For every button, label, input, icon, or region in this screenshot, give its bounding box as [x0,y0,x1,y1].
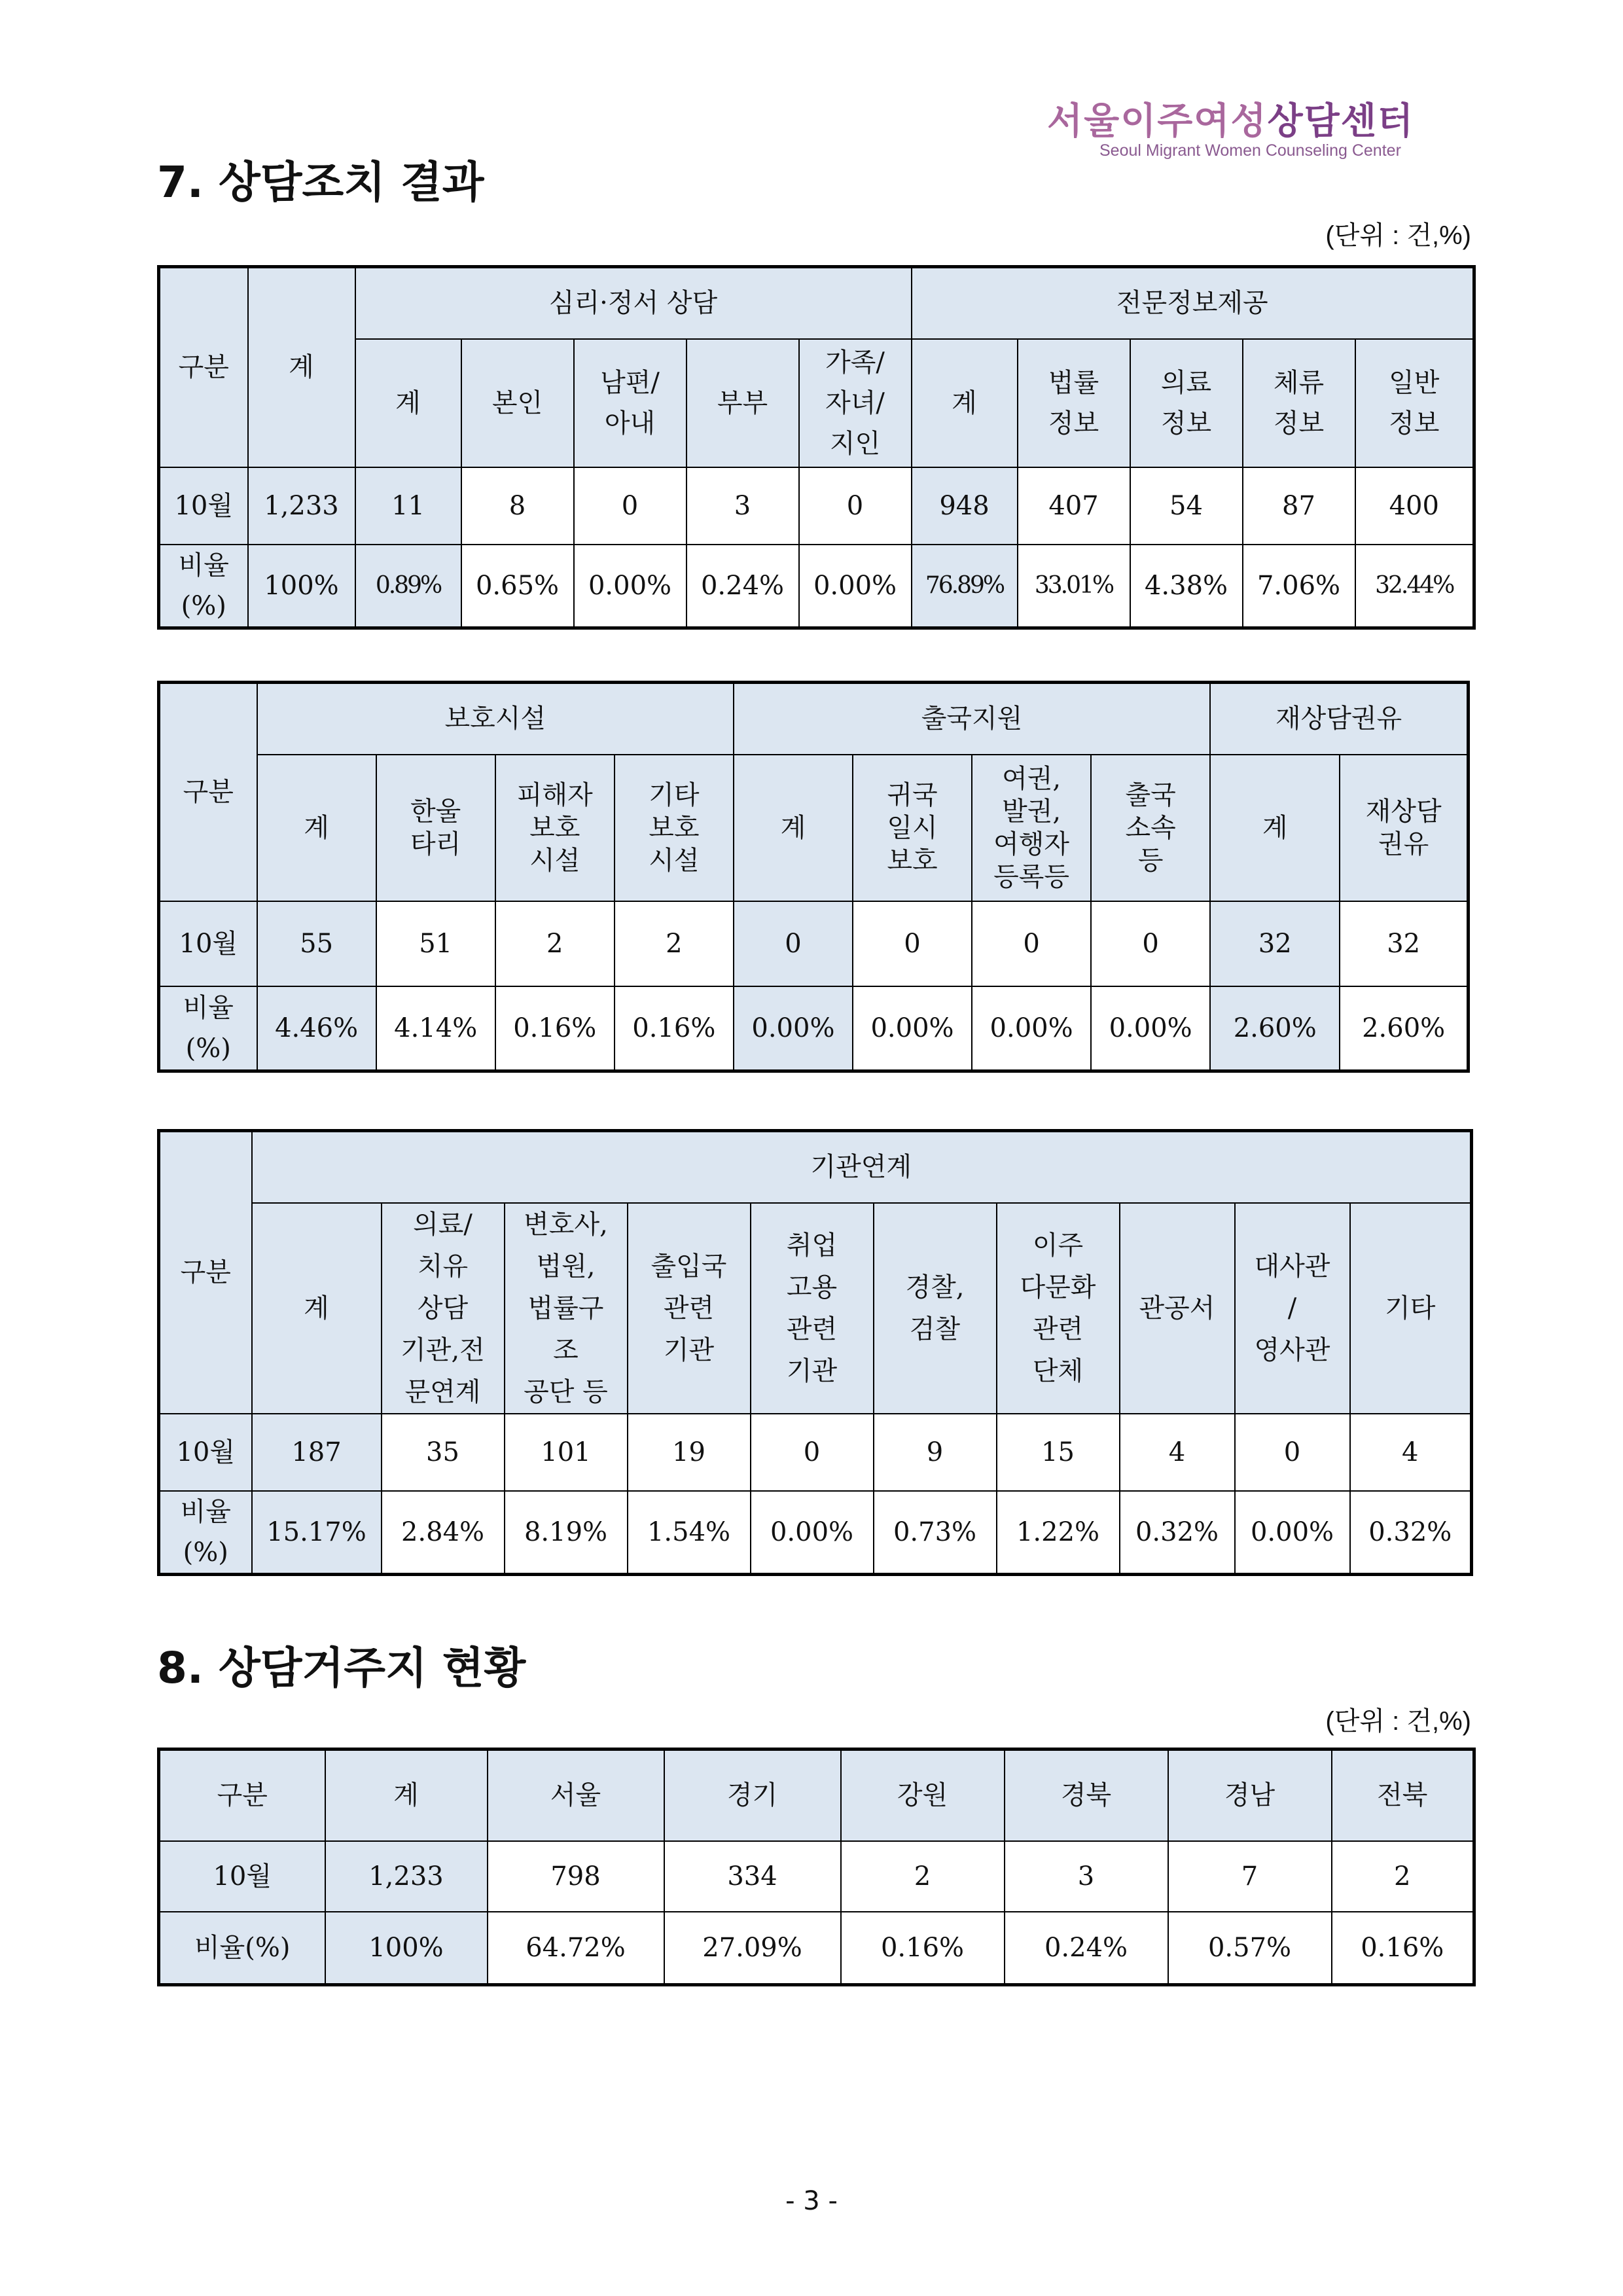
row-label: 비율 (%) [159,545,248,628]
table-cell: 0.89% [355,545,461,628]
table-cell: 0 [751,1414,874,1491]
section-8-title: 8. 상담거주지 현황 [157,1643,526,1693]
table-cell: 7.06% [1243,545,1355,628]
table-cell: 100% [248,545,355,628]
table-cell: 2 [615,901,734,986]
table-cell: 4.14% [376,986,495,1071]
row-label: 10월 [159,1841,325,1912]
table-cell: 948 [912,467,1018,545]
col-header: 출입국 관련 기관 [628,1203,751,1414]
table-cell: 2 [495,901,615,986]
table-row [159,1841,1474,1912]
table-cell: 0.00% [853,986,972,1071]
group-expert-info: 전문정보제공 [912,267,1474,339]
col-header: 경북 [1005,1749,1168,1841]
col-header: 부부 [687,339,799,467]
table-cell: 1,233 [325,1841,488,1912]
table-cell: 0.00% [574,545,687,628]
table-cell: 3 [687,467,799,545]
row-label: 비율(%) [159,1912,325,1985]
col-header: 한울 타리 [376,755,495,901]
table-cell: 0 [853,901,972,986]
table-cell: 55 [257,901,376,986]
row-label: 10월 [159,1414,252,1491]
header-row [159,1749,1474,1841]
col-header: 계 [355,339,461,467]
table-cell: 407 [1018,467,1130,545]
table-cell: 54 [1130,467,1243,545]
table-cell: 15.17% [252,1491,382,1575]
col-header: 대사관 / 영사관 [1235,1203,1350,1414]
table-cell: 0.00% [1091,986,1210,1071]
table-cell: 0.00% [734,986,853,1071]
table-cell: 0.57% [1168,1912,1332,1985]
row-label: 10월 [159,901,257,986]
table-cell: 87 [1243,467,1355,545]
col-header: 서울 [488,1749,664,1841]
col-header: 관공서 [1120,1203,1235,1414]
table-cell: 32.44% [1355,545,1474,628]
group-psych-counseling: 심리·정서 상담 [355,267,912,339]
row-label: 비율 (%) [159,986,257,1071]
col-header: 경찰, 검찰 [874,1203,997,1414]
center-logo [1047,100,1440,160]
col-header: 일반 정보 [1355,339,1474,467]
group-departure-support: 출국지원 [734,683,1210,755]
table-cell: 32 [1340,901,1468,986]
table-cell: 27.09% [664,1912,841,1985]
col-header: 강원 [841,1749,1005,1841]
table-cell: 0.00% [751,1491,874,1575]
col-header: 계 [1210,755,1340,901]
table-cell: 0.73% [874,1491,997,1575]
table-cell: 4 [1350,1414,1472,1491]
col-header: 가족/ 자녀/ 지인 [799,339,912,467]
col-header: 여권, 발권, 여행자 등록등 [972,755,1091,901]
table-cell: 2.60% [1210,986,1340,1071]
col-header: 의료 정보 [1130,339,1243,467]
col-header: 취업 고용 관련 기관 [751,1203,874,1414]
col-header: 계 [912,339,1018,467]
col-header: 구분 [159,1749,325,1841]
table-row [159,1912,1474,1985]
table-cell: 0.00% [799,545,912,628]
table-cell: 0 [1091,901,1210,986]
table-cell: 0.32% [1350,1491,1472,1575]
col-header: 경남 [1168,1749,1332,1841]
rowhead-gubun: 구분 [159,683,257,901]
table-row [159,467,1474,545]
logo-subtitle: Seoul Migrant Women Counseling Center [1099,141,1401,160]
table-row [159,901,1469,986]
group-institution-linkage: 기관연계 [252,1131,1472,1203]
table-cell: 334 [664,1841,841,1912]
table-cell: 2 [841,1841,1005,1912]
table-cell: 35 [382,1414,505,1491]
table-row [159,1491,1472,1575]
table-cell: 0.24% [687,545,799,628]
table-cell: 0.16% [841,1912,1005,1985]
col-header: 남편/ 아내 [574,339,687,467]
row-label: 비율 (%) [159,1491,252,1575]
table-cell: 0.00% [972,986,1091,1071]
section-7-unit: (단위 : 건,%) [1325,221,1471,250]
rowhead-gubun: 구분 [159,267,248,467]
table-cell: 0 [972,901,1091,986]
col-total: 계 [248,267,355,467]
table-cell: 4 [1120,1414,1235,1491]
col-header: 의료/ 치유 상담 기관,전 문연계 [382,1203,505,1414]
table-cell: 33.01% [1018,545,1130,628]
institution-linkage-table [157,1129,1473,1576]
col-header: 피해자 보호 시설 [495,755,615,901]
table-cell: 76.89% [912,545,1018,628]
residence-table [157,1748,1476,1986]
table-cell: 2.60% [1340,986,1468,1071]
col-header: 기타 [1350,1203,1472,1414]
table-cell: 187 [252,1414,382,1491]
table-row [159,1414,1472,1491]
table-cell: 1.22% [997,1491,1120,1575]
col-header: 재상담 권유 [1340,755,1468,901]
table-cell: 11 [355,467,461,545]
table-cell: 0 [574,467,687,545]
table-cell: 0.65% [461,545,574,628]
table-cell: 1.54% [628,1491,751,1575]
table-cell: 8.19% [505,1491,628,1575]
col-header: 변호사, 법원, 법률구 조 공단 등 [505,1203,628,1414]
table-cell: 1,233 [248,467,355,545]
table-cell: 64.72% [488,1912,664,1985]
table-cell: 100% [325,1912,488,1985]
table-cell: 9 [874,1414,997,1491]
table-cell: 0.00% [1235,1491,1350,1575]
table-cell: 4.46% [257,986,376,1071]
rowhead-gubun: 구분 [159,1131,252,1414]
col-header: 기타 보호 시설 [615,755,734,901]
row-label: 10월 [159,467,248,545]
table-cell: 8 [461,467,574,545]
counseling-action-table-2 [157,681,1470,1073]
page-number: - 3 - [785,2186,838,2216]
col-header: 출국 소속 등 [1091,755,1210,901]
table-cell: 19 [628,1414,751,1491]
table-cell: 2 [1332,1841,1474,1912]
table-cell: 0.16% [495,986,615,1071]
col-header: 이주 다문화 관련 단체 [997,1203,1120,1414]
col-header: 전북 [1332,1749,1474,1841]
col-header: 본인 [461,339,574,467]
group-recounseling: 재상담권유 [1210,683,1468,755]
col-header: 귀국 일시 보호 [853,755,972,901]
table-cell: 0.32% [1120,1491,1235,1575]
table-row [159,545,1474,628]
col-header: 경기 [664,1749,841,1841]
col-header: 계 [252,1203,382,1414]
section-8-unit: (단위 : 건,%) [1325,1707,1471,1736]
col-header: 계 [734,755,853,901]
table-cell: 15 [997,1414,1120,1491]
table-cell: 798 [488,1841,664,1912]
table-row [159,986,1469,1071]
table-cell: 7 [1168,1841,1332,1912]
counseling-action-table-1 [157,265,1476,630]
table-cell: 51 [376,901,495,986]
table-cell: 4.38% [1130,545,1243,628]
col-header: 계 [325,1749,488,1841]
col-header: 법률 정보 [1018,339,1130,467]
table-cell: 0 [734,901,853,986]
table-cell: 101 [505,1414,628,1491]
table-cell: 0 [1235,1414,1350,1491]
table-cell: 400 [1355,467,1474,545]
group-shelter: 보호시설 [257,683,734,755]
col-header: 체류 정보 [1243,339,1355,467]
table-cell: 0.24% [1005,1912,1168,1985]
section-7-title: 7. 상담조치 결과 [157,157,484,207]
logo-wordmark: 서울이주여성상담센터 [1047,100,1414,143]
table-cell: 0 [799,467,912,545]
col-header: 계 [257,755,376,901]
table-cell: 32 [1210,901,1340,986]
table-cell: 0.16% [1332,1912,1474,1985]
table-cell: 3 [1005,1841,1168,1912]
table-cell: 2.84% [382,1491,505,1575]
table-cell: 0.16% [615,986,734,1071]
